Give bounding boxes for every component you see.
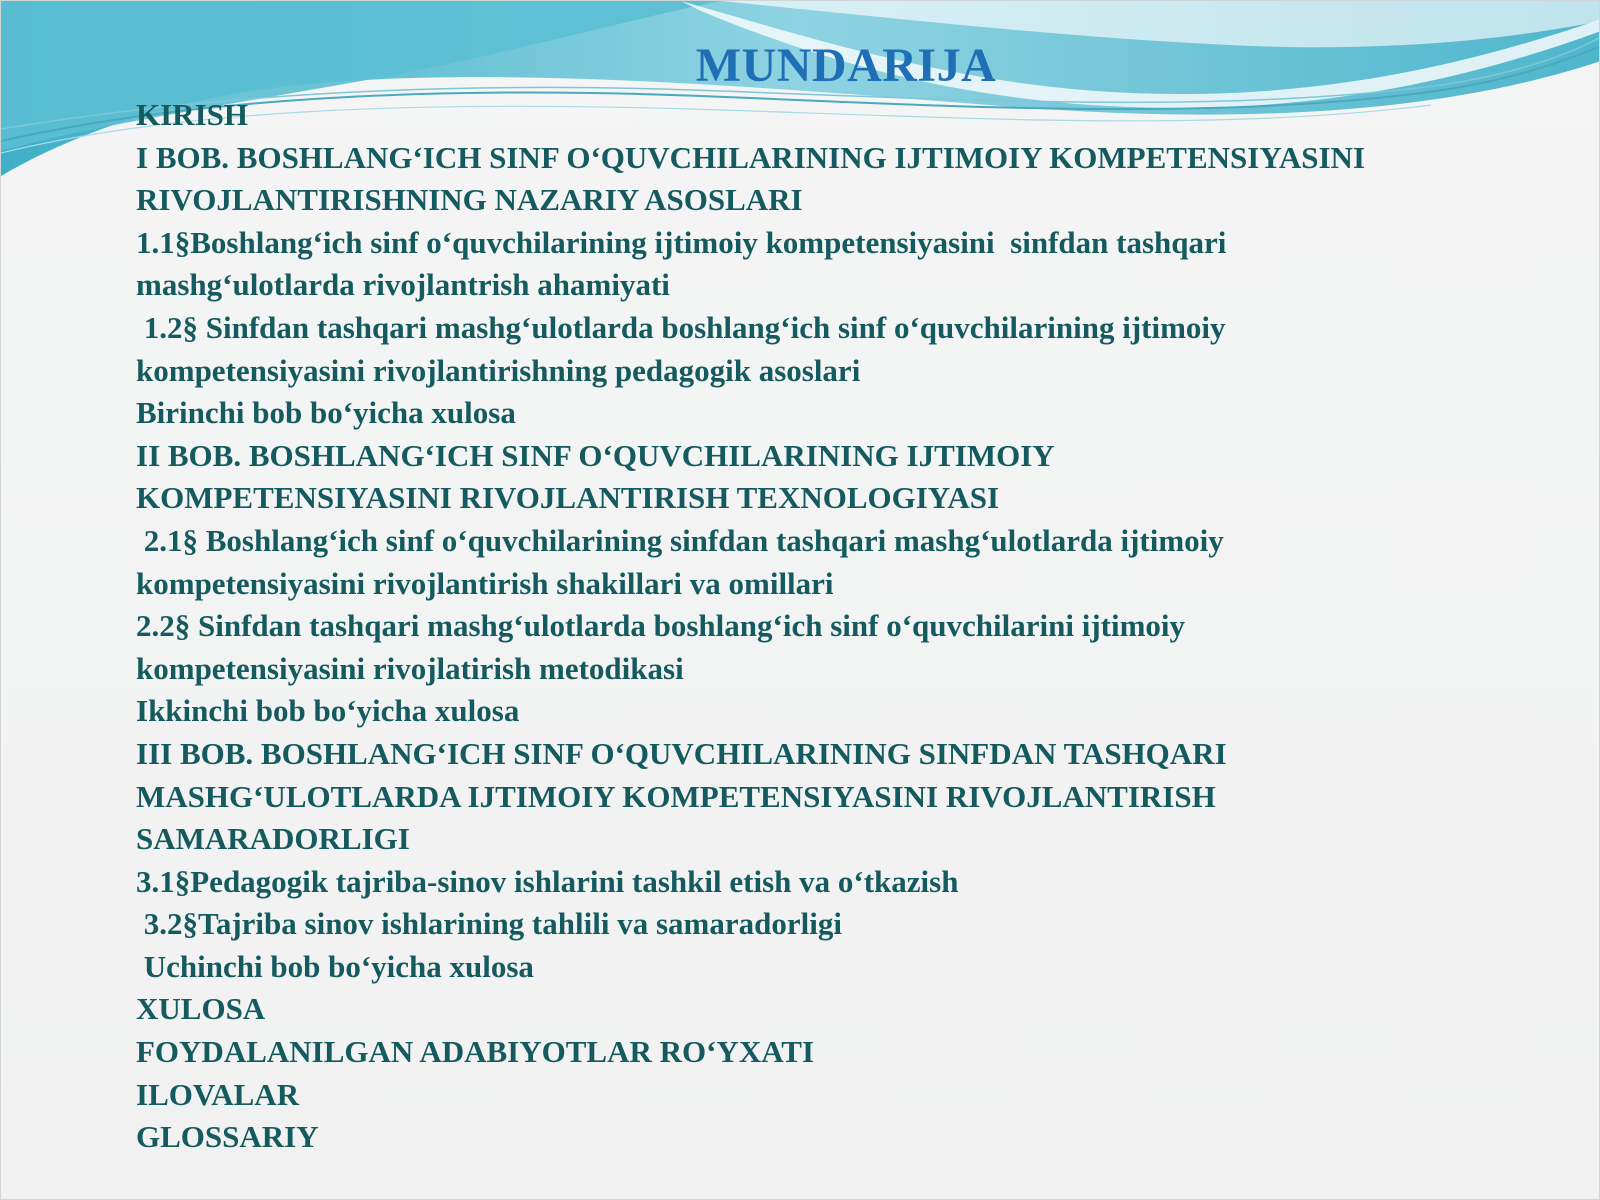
toc-line: Uchinchi bob bo‘yicha xulosa bbox=[136, 948, 534, 984]
toc-line: XULOSA bbox=[136, 991, 266, 1027]
page-title: MUNDARIJA bbox=[695, 39, 997, 92]
toc-line: RIVOJLANTIRISHNING NAZARIY ASOSLARI bbox=[136, 182, 803, 218]
toc-line: ILOVALAR bbox=[136, 1076, 300, 1112]
table-of-contents bbox=[136, 94, 1556, 1159]
toc-line: GLOSSARIY bbox=[136, 1119, 319, 1155]
toc-line: kompetensiyasini rivojlatirish metodikasi bbox=[136, 650, 684, 686]
toc-line: KIRISH bbox=[136, 97, 248, 132]
toc-line: kompetensiyasini rivojlantirish shakillari va omillari bbox=[136, 565, 834, 601]
toc-line: KOMPETENSIYASINI RIVOJLANTIRISH TEXNOLOGIYASI bbox=[136, 480, 1000, 516]
toc-line: 2.2§ Sinfdan tashqari mashg‘ulotlarda boshlang‘ich sinf o‘quvchilarini ijtimoiy bbox=[136, 608, 1186, 644]
toc-line: MASHG‘ULOTLARDA IJTIMOIY KOMPETENSIYASINI RIVOJLANTIRISH bbox=[136, 778, 1216, 814]
toc-line: Birinchi bob bo‘yicha xulosa bbox=[136, 395, 516, 431]
toc-line: I BOB. BOSHLANG‘ICH SINF O‘QUVCHILARINING IJTIMOIY KOMPETENSIYASINI bbox=[136, 139, 1366, 175]
toc-line: SAMARADORLIGI bbox=[136, 821, 410, 857]
toc-line: FOYDALANILGAN ADABIYOTLAR RO‘YXATI bbox=[136, 1034, 815, 1070]
toc-line: II BOB. BOSHLANG‘ICH SINF O‘QUVCHILARINING IJTIMOIY bbox=[136, 437, 1055, 473]
toc-line: III BOB. BOSHLANG‘ICH SINF O‘QUVCHILARINING SINFDAN TASHQARI bbox=[136, 735, 1227, 771]
toc-line: mashg‘ulotlarda rivojlantrish ahamiyati bbox=[136, 267, 670, 303]
toc-line: Ikkinchi bob bo‘yicha xulosa bbox=[136, 693, 520, 729]
toc-line: 1.1§Boshlang‘ich sinf o‘quvchilarining ijtimoiy kompetensiyasini sinfdan tashqari bbox=[136, 224, 1227, 260]
toc-line: 2.1§ Boshlang‘ich sinf o‘quvchilarining sinfdan tashqari mashg‘ulotlarda ijtimoiy bbox=[136, 522, 1224, 558]
toc-line: 1.2§ Sinfdan tashqari mashg‘ulotlarda boshlang‘ich sinf o‘quvchilarining ijtimoiy bbox=[136, 309, 1226, 345]
toc-line: 3.1§Pedagogik tajriba-sinov ishlarini tashkil etish va o‘tkazish bbox=[136, 863, 959, 899]
toc-line: 3.2§Tajriba sinov ishlarining tahlili va samaradorligi bbox=[136, 906, 842, 942]
toc-line: kompetensiyasini rivojlantirishning pedagogik asoslari bbox=[136, 352, 861, 388]
